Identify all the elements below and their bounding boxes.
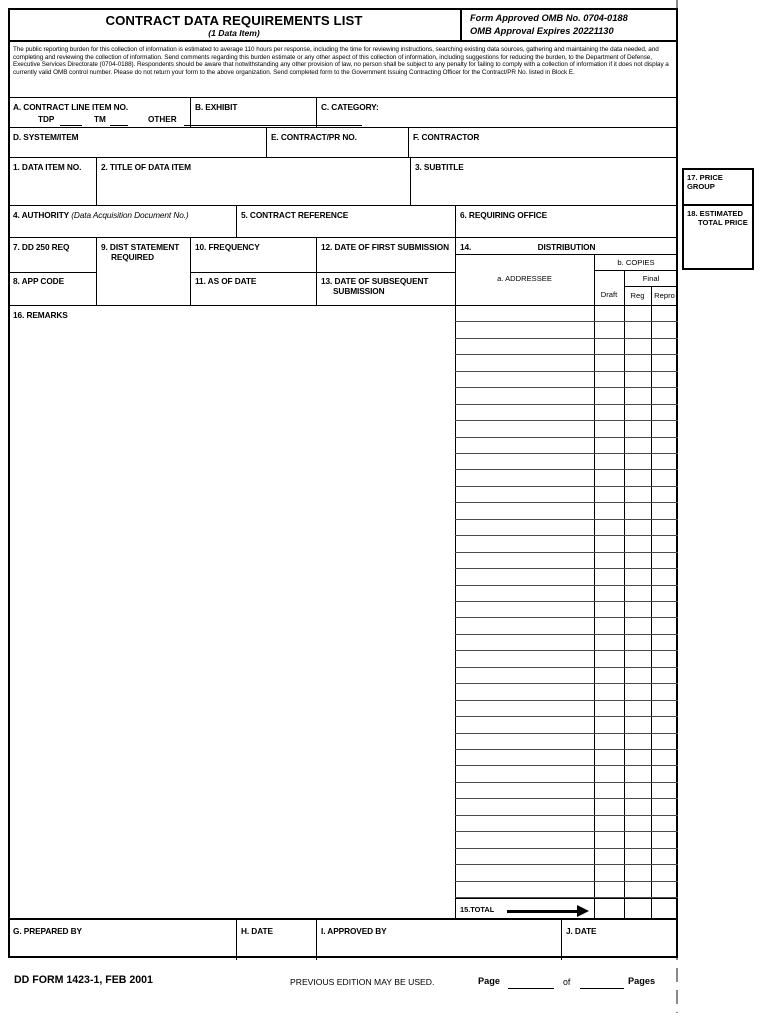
field-estimated-total-price[interactable] — [687, 232, 749, 268]
cell-repro[interactable] — [651, 569, 678, 585]
cell-addressee[interactable] — [455, 421, 594, 437]
cell-draft[interactable] — [594, 684, 624, 700]
cell-reg[interactable] — [624, 882, 651, 898]
divider-7-8 — [8, 272, 96, 273]
table-row[interactable] — [455, 405, 678, 421]
cell-draft[interactable] — [594, 618, 624, 634]
cell-addressee[interactable] — [455, 750, 594, 766]
cell-addressee[interactable] — [455, 586, 594, 602]
label-approved-date: J. DATE — [566, 926, 597, 936]
block-price-group — [682, 168, 754, 206]
field-requiring-office[interactable] — [460, 222, 673, 236]
row-contract-exhibit-category — [8, 98, 678, 128]
row-authority-reference-office — [8, 206, 678, 238]
cell-addressee[interactable] — [455, 322, 594, 338]
label-prepared-by: G. PREPARED BY — [13, 926, 82, 936]
table-row[interactable] — [455, 799, 678, 815]
label-dist-statement-line2: REQUIRED — [111, 252, 154, 262]
cell-addressee[interactable] — [455, 783, 594, 799]
previous-edition-note: PREVIOUS EDITION MAY BE USED. — [290, 977, 435, 987]
cell-repro[interactable] — [651, 668, 678, 684]
burden-statement-text: The public reporting burden for this collection of information is estimated to average 110 hours per response, including the time for reviewing instructions, searching existing data sources, gathering and maintaining the data needed, and completing and reviewing the collection of information. Send comments regarding this burden estimate or any other aspect of this collection of information, including suggestions for reducing the burden, to the Department of Defense, Executive Services Directorate (0704-0188). Respondents should be aware that notwithstanding any other provision of law, no person shall be subject to any penalty for failing to comply with a collection of information if it does not display a currently valid OMB control number. Please do not return your form to the above organization. Send completed form to the Government Issuing Contracting Officer for the Contract/PR No. listed in Block E. — [13, 46, 669, 76]
divider-1-2 — [96, 158, 97, 206]
cell-repro[interactable] — [651, 783, 678, 799]
table-row[interactable] — [455, 339, 678, 355]
label-remarks: 16. REMARKS — [13, 310, 68, 320]
cell-draft[interactable] — [594, 306, 624, 322]
cell-repro[interactable] — [651, 503, 678, 519]
table-row[interactable] — [455, 355, 678, 371]
field-prepared-by[interactable] — [13, 938, 231, 958]
label-pages: Pages — [628, 976, 656, 986]
cell-reg[interactable] — [624, 635, 651, 651]
cell-repro[interactable] — [651, 602, 678, 618]
cell-reg[interactable] — [624, 322, 651, 338]
cell-draft[interactable] — [594, 651, 624, 667]
cell-draft[interactable] — [594, 668, 624, 684]
burden-statement-block — [8, 42, 678, 98]
cell-addressee[interactable] — [455, 339, 594, 355]
cell-reg[interactable] — [624, 438, 651, 454]
cell-reg[interactable] — [624, 602, 651, 618]
cell-repro[interactable] — [651, 734, 678, 750]
cell-addressee[interactable] — [455, 849, 594, 865]
cell-addressee[interactable] — [455, 816, 594, 832]
field-dd-250-req[interactable] — [13, 254, 91, 270]
cell-draft[interactable] — [594, 520, 624, 536]
field-as-of-date[interactable] — [195, 288, 311, 304]
cell-addressee[interactable] — [455, 438, 594, 454]
field-contractor[interactable] — [413, 143, 673, 156]
cell-reg[interactable] — [624, 799, 651, 815]
total-arrow-head-icon — [577, 905, 589, 917]
cell-repro[interactable] — [651, 487, 678, 503]
table-row[interactable] — [455, 421, 678, 437]
cell-addressee[interactable] — [455, 766, 594, 782]
label-dist-statement-required — [101, 242, 179, 262]
cell-repro[interactable] — [651, 651, 678, 667]
cell-addressee[interactable] — [455, 668, 594, 684]
table-row[interactable] — [455, 503, 678, 519]
table-row[interactable] — [455, 602, 678, 618]
cell-repro[interactable] — [651, 816, 678, 832]
cell-addressee[interactable] — [455, 520, 594, 536]
distribution-total-row — [455, 898, 678, 918]
field-approved-date[interactable] — [566, 938, 673, 958]
label-category: C. CATEGORY: — [321, 102, 379, 112]
cell-addressee[interactable] — [455, 372, 594, 388]
cell-addressee[interactable] — [455, 553, 594, 569]
cell-draft[interactable] — [594, 421, 624, 437]
cell-repro[interactable] — [651, 322, 678, 338]
field-total-repro[interactable] — [651, 899, 678, 919]
label-prepared-date: H. DATE — [241, 926, 273, 936]
field-dist-statement-required[interactable] — [101, 266, 185, 304]
cell-reg[interactable] — [624, 372, 651, 388]
table-row[interactable] — [455, 783, 678, 799]
label-contract-line-item-no: A. CONTRACT LINE ITEM NO. — [13, 102, 129, 112]
cell-reg[interactable] — [624, 668, 651, 684]
cell-draft[interactable] — [594, 882, 624, 898]
divider-a-b — [190, 98, 191, 128]
cell-reg[interactable] — [624, 618, 651, 634]
cell-draft[interactable] — [594, 602, 624, 618]
table-row[interactable] — [455, 865, 678, 881]
cell-reg[interactable] — [624, 783, 651, 799]
field-total-pages[interactable] — [580, 988, 624, 989]
field-price-group[interactable] — [687, 186, 749, 204]
label-category-tdp: TDP — [38, 115, 55, 124]
cell-draft[interactable] — [594, 487, 624, 503]
cell-reg[interactable] — [624, 388, 651, 404]
row-system-contract-contractor — [8, 128, 678, 158]
cell-repro[interactable] — [651, 470, 678, 486]
table-row[interactable] — [455, 322, 678, 338]
cell-draft[interactable] — [594, 503, 624, 519]
cell-reg[interactable] — [624, 487, 651, 503]
cell-repro[interactable] — [651, 372, 678, 388]
label-total: 15.TOTAL — [460, 905, 495, 914]
cell-addressee[interactable] — [455, 454, 594, 470]
label-authority-note: (Data Acquisition Document No.) — [71, 210, 189, 220]
form-identifier: DD FORM 1423-1, FEB 2001 — [14, 974, 153, 986]
field-total-draft[interactable] — [594, 899, 624, 919]
cell-addressee[interactable] — [455, 536, 594, 552]
label-date-of-subsequent-submission — [321, 276, 428, 296]
cell-repro[interactable] — [651, 306, 678, 322]
label-authority-text: 4. AUTHORITY — [13, 210, 69, 220]
label-data-item-no: 1. DATA ITEM NO. — [13, 162, 82, 172]
page-title: CONTRACT DATA REQUIREMENTS LIST — [105, 13, 363, 28]
divider-d-e — [266, 128, 267, 158]
cell-reg[interactable] — [624, 717, 651, 733]
cell-repro[interactable] — [651, 405, 678, 421]
cell-reg[interactable] — [624, 684, 651, 700]
cell-reg[interactable] — [624, 734, 651, 750]
label-category-tm: TM — [94, 115, 106, 124]
label-contract-reference: 5. CONTRACT REFERENCE — [241, 210, 349, 220]
label-exhibit: B. EXHIBIT — [195, 102, 238, 112]
cell-draft[interactable] — [594, 438, 624, 454]
cell-reg[interactable] — [624, 306, 651, 322]
cell-addressee[interactable] — [455, 470, 594, 486]
cell-repro[interactable] — [651, 355, 678, 371]
cell-draft[interactable] — [594, 322, 624, 338]
cell-addressee[interactable] — [455, 388, 594, 404]
table-row[interactable] — [455, 684, 678, 700]
label-app-code: 8. APP CODE — [13, 276, 65, 286]
field-approved-by[interactable] — [321, 938, 556, 958]
cell-draft[interactable] — [594, 865, 624, 881]
field-system-item[interactable] — [13, 143, 261, 156]
label-estimated-line2: TOTAL PRICE — [698, 218, 748, 227]
cell-repro[interactable] — [651, 684, 678, 700]
cell-reg[interactable] — [624, 766, 651, 782]
label-category-other: OTHER — [148, 115, 177, 124]
cell-draft[interactable] — [594, 405, 624, 421]
cell-reg[interactable] — [624, 405, 651, 421]
table-row[interactable] — [455, 470, 678, 486]
cell-draft[interactable] — [594, 536, 624, 552]
table-row[interactable] — [455, 849, 678, 865]
divider-distribution-title — [455, 254, 678, 255]
cell-repro[interactable] — [651, 832, 678, 848]
cell-addressee[interactable] — [455, 832, 594, 848]
form-title-band — [8, 8, 678, 42]
label-distribution-number: 14. — [460, 242, 472, 252]
cell-draft[interactable] — [594, 569, 624, 585]
label-contract-pr-no: E. CONTRACT/PR NO. — [271, 132, 357, 142]
cell-addressee[interactable] — [455, 355, 594, 371]
cell-reg[interactable] — [624, 832, 651, 848]
field-frequency[interactable] — [195, 254, 311, 270]
cell-reg[interactable] — [624, 339, 651, 355]
field-page-number[interactable] — [508, 988, 554, 989]
cell-addressee[interactable] — [455, 503, 594, 519]
label-title-of-data-item: 2. TITLE OF DATA ITEM — [101, 162, 191, 172]
label-estimated-total-price — [687, 209, 753, 227]
table-row[interactable] — [455, 701, 678, 717]
cell-addressee[interactable] — [455, 635, 594, 651]
omb-expiration: OMB Approval Expires 20221130 — [470, 26, 614, 36]
cell-draft[interactable] — [594, 832, 624, 848]
cell-draft[interactable] — [594, 816, 624, 832]
cell-reg[interactable] — [624, 586, 651, 602]
divider-2-3 — [410, 158, 411, 206]
label-frequency: 10. FREQUENCY — [195, 242, 260, 252]
cell-reg[interactable] — [624, 865, 651, 881]
table-row[interactable] — [455, 668, 678, 684]
cell-reg[interactable] — [624, 569, 651, 585]
page-subtitle: (1 Data Item) — [208, 28, 260, 38]
field-category-tm[interactable] — [110, 125, 128, 126]
cell-reg[interactable] — [624, 701, 651, 717]
cell-reg[interactable] — [624, 536, 651, 552]
label-dist-statement-line1: 9. DIST STATEMENT — [101, 242, 180, 252]
field-data-item-no[interactable] — [13, 174, 91, 202]
table-row[interactable] — [455, 717, 678, 733]
cell-draft[interactable] — [594, 849, 624, 865]
label-dd-250-req: 7. DD 250 REQ — [13, 242, 70, 252]
cell-addressee[interactable] — [455, 405, 594, 421]
cell-reg[interactable] — [624, 503, 651, 519]
table-row[interactable] — [455, 816, 678, 832]
row-data-item-title-subtitle — [8, 158, 678, 206]
cell-reg[interactable] — [624, 421, 651, 437]
cell-addressee[interactable] — [455, 717, 594, 733]
cell-repro[interactable] — [651, 536, 678, 552]
table-row[interactable] — [455, 586, 678, 602]
field-prepared-date[interactable] — [241, 938, 311, 958]
field-date-of-subsequent-submission[interactable] — [321, 296, 451, 304]
table-row[interactable] — [455, 734, 678, 750]
label-distribution-title: DISTRIBUTION — [537, 242, 596, 252]
table-row[interactable] — [455, 750, 678, 766]
field-category-other[interactable] — [184, 125, 362, 126]
table-row[interactable] — [455, 372, 678, 388]
cell-repro[interactable] — [651, 339, 678, 355]
label-subtitle: 3. SUBTITLE — [415, 162, 464, 172]
table-row[interactable] — [455, 618, 678, 634]
divider-5-6 — [455, 206, 456, 238]
cell-addressee[interactable] — [455, 602, 594, 618]
cell-reg[interactable] — [624, 470, 651, 486]
cell-draft[interactable] — [594, 750, 624, 766]
label-requiring-office: 6. REQUIRING OFFICE — [460, 210, 548, 220]
cell-draft[interactable] — [594, 454, 624, 470]
cell-addressee[interactable] — [455, 306, 594, 322]
label-subsequent-line2: SUBMISSION — [333, 286, 385, 296]
cell-addressee[interactable] — [455, 734, 594, 750]
cell-draft[interactable] — [594, 701, 624, 717]
omb-approval-number: Form Approved OMB No. 0704-0188 — [470, 13, 628, 23]
label-system-item: D. SYSTEM/ITEM — [13, 132, 79, 142]
row-remarks-distribution — [8, 306, 678, 918]
block-estimated-total-price — [682, 204, 754, 270]
divider-b-c — [316, 98, 317, 128]
divider-4-5 — [236, 206, 237, 238]
cell-addressee[interactable] — [455, 799, 594, 815]
table-row[interactable] — [455, 306, 678, 322]
cell-reg[interactable] — [624, 355, 651, 371]
cell-reg[interactable] — [624, 520, 651, 536]
label-estimated-line1: 18. ESTIMATED — [687, 209, 743, 218]
cell-repro[interactable] — [651, 799, 678, 815]
cell-repro[interactable] — [651, 701, 678, 717]
table-row[interactable] — [455, 635, 678, 651]
cell-reg[interactable] — [624, 750, 651, 766]
cell-repro[interactable] — [651, 553, 678, 569]
label-copies: b. COPIES — [617, 258, 655, 267]
cell-repro[interactable] — [651, 750, 678, 766]
label-addressee: a. ADDRESSEE — [497, 274, 552, 283]
cell-repro[interactable] — [651, 717, 678, 733]
total-arrow-icon — [507, 910, 579, 913]
label-draft: Draft — [600, 290, 618, 299]
cell-addressee[interactable] — [455, 865, 594, 881]
cell-draft[interactable] — [594, 766, 624, 782]
field-contract-reference[interactable] — [241, 222, 449, 236]
cell-draft[interactable] — [594, 339, 624, 355]
cell-addressee[interactable] — [455, 487, 594, 503]
table-row[interactable] — [455, 438, 678, 454]
cell-repro[interactable] — [651, 882, 678, 898]
table-row[interactable] — [455, 388, 678, 404]
field-category-tdp[interactable] — [60, 125, 82, 126]
label-approved-by: I. APPROVED BY — [321, 926, 387, 936]
distribution-rows-container — [8, 306, 678, 898]
table-row[interactable] — [455, 454, 678, 470]
cell-reg[interactable] — [624, 553, 651, 569]
cell-addressee[interactable] — [455, 882, 594, 898]
label-price-group: 17. PRICE GROUP — [687, 173, 723, 191]
cell-repro[interactable] — [651, 438, 678, 454]
cell-addressee[interactable] — [455, 684, 594, 700]
label-repro: Repro — [654, 291, 675, 300]
cell-draft[interactable] — [594, 355, 624, 371]
cell-draft[interactable] — [594, 635, 624, 651]
cell-addressee[interactable] — [455, 569, 594, 585]
cell-draft[interactable] — [594, 734, 624, 750]
label-date-of-first-submission: 12. DATE OF FIRST SUBMISSION — [321, 242, 449, 252]
table-row[interactable] — [455, 487, 678, 503]
label-page: Page — [478, 976, 500, 986]
cell-repro[interactable] — [651, 766, 678, 782]
field-authority[interactable] — [13, 222, 231, 236]
cell-reg[interactable] — [624, 651, 651, 667]
row-signature-blocks — [8, 918, 678, 958]
field-date-of-first-submission[interactable] — [321, 254, 451, 270]
cell-draft[interactable] — [594, 388, 624, 404]
cell-reg[interactable] — [624, 816, 651, 832]
cell-draft[interactable] — [594, 553, 624, 569]
cell-draft[interactable] — [594, 783, 624, 799]
label-subsequent-line1: 13. DATE OF SUBSEQUENT — [321, 276, 429, 286]
cell-repro[interactable] — [651, 454, 678, 470]
cell-repro[interactable] — [651, 520, 678, 536]
cell-repro[interactable] — [651, 635, 678, 651]
field-contract-pr-no[interactable] — [271, 143, 403, 156]
cell-addressee[interactable] — [455, 651, 594, 667]
cell-repro[interactable] — [651, 388, 678, 404]
label-as-of-date: 11. AS OF DATE — [195, 276, 257, 286]
cell-reg[interactable] — [624, 454, 651, 470]
cell-addressee[interactable] — [455, 701, 594, 717]
table-row[interactable] — [455, 651, 678, 667]
field-subtitle[interactable] — [415, 174, 673, 202]
table-row[interactable] — [455, 766, 678, 782]
divider-h-i — [316, 920, 317, 960]
cell-draft[interactable] — [594, 799, 624, 815]
cell-draft[interactable] — [594, 586, 624, 602]
cell-reg[interactable] — [624, 849, 651, 865]
table-row[interactable] — [455, 553, 678, 569]
label-page-of: of — [563, 977, 571, 987]
field-total-reg[interactable] — [624, 899, 651, 919]
row-blocks-7-14 — [8, 238, 678, 306]
label-authority — [13, 210, 189, 220]
cell-addressee[interactable] — [455, 618, 594, 634]
cell-repro[interactable] — [651, 618, 678, 634]
cell-repro[interactable] — [651, 586, 678, 602]
divider-g-h — [236, 920, 237, 960]
divider-7-9 — [96, 238, 97, 306]
cell-draft[interactable] — [594, 470, 624, 486]
table-row[interactable] — [455, 832, 678, 848]
label-reg: Reg — [630, 291, 645, 300]
title-divider — [460, 8, 462, 42]
cell-repro[interactable] — [651, 865, 678, 881]
cell-repro[interactable] — [651, 849, 678, 865]
table-row[interactable] — [455, 536, 678, 552]
cell-draft[interactable] — [594, 372, 624, 388]
label-contractor: F. CONTRACTOR — [413, 132, 480, 142]
divider-i-j — [561, 920, 562, 960]
cell-draft[interactable] — [594, 717, 624, 733]
cell-repro[interactable] — [651, 421, 678, 437]
table-row[interactable] — [455, 520, 678, 536]
label-final: Final — [642, 274, 660, 283]
field-app-code[interactable] — [13, 288, 91, 304]
divider-10-11 — [190, 272, 455, 273]
table-row[interactable] — [455, 882, 678, 898]
divider-e-f — [408, 128, 409, 158]
divider-copies-sub — [594, 270, 678, 271]
field-title-of-data-item[interactable] — [101, 174, 405, 202]
table-row[interactable] — [455, 569, 678, 585]
